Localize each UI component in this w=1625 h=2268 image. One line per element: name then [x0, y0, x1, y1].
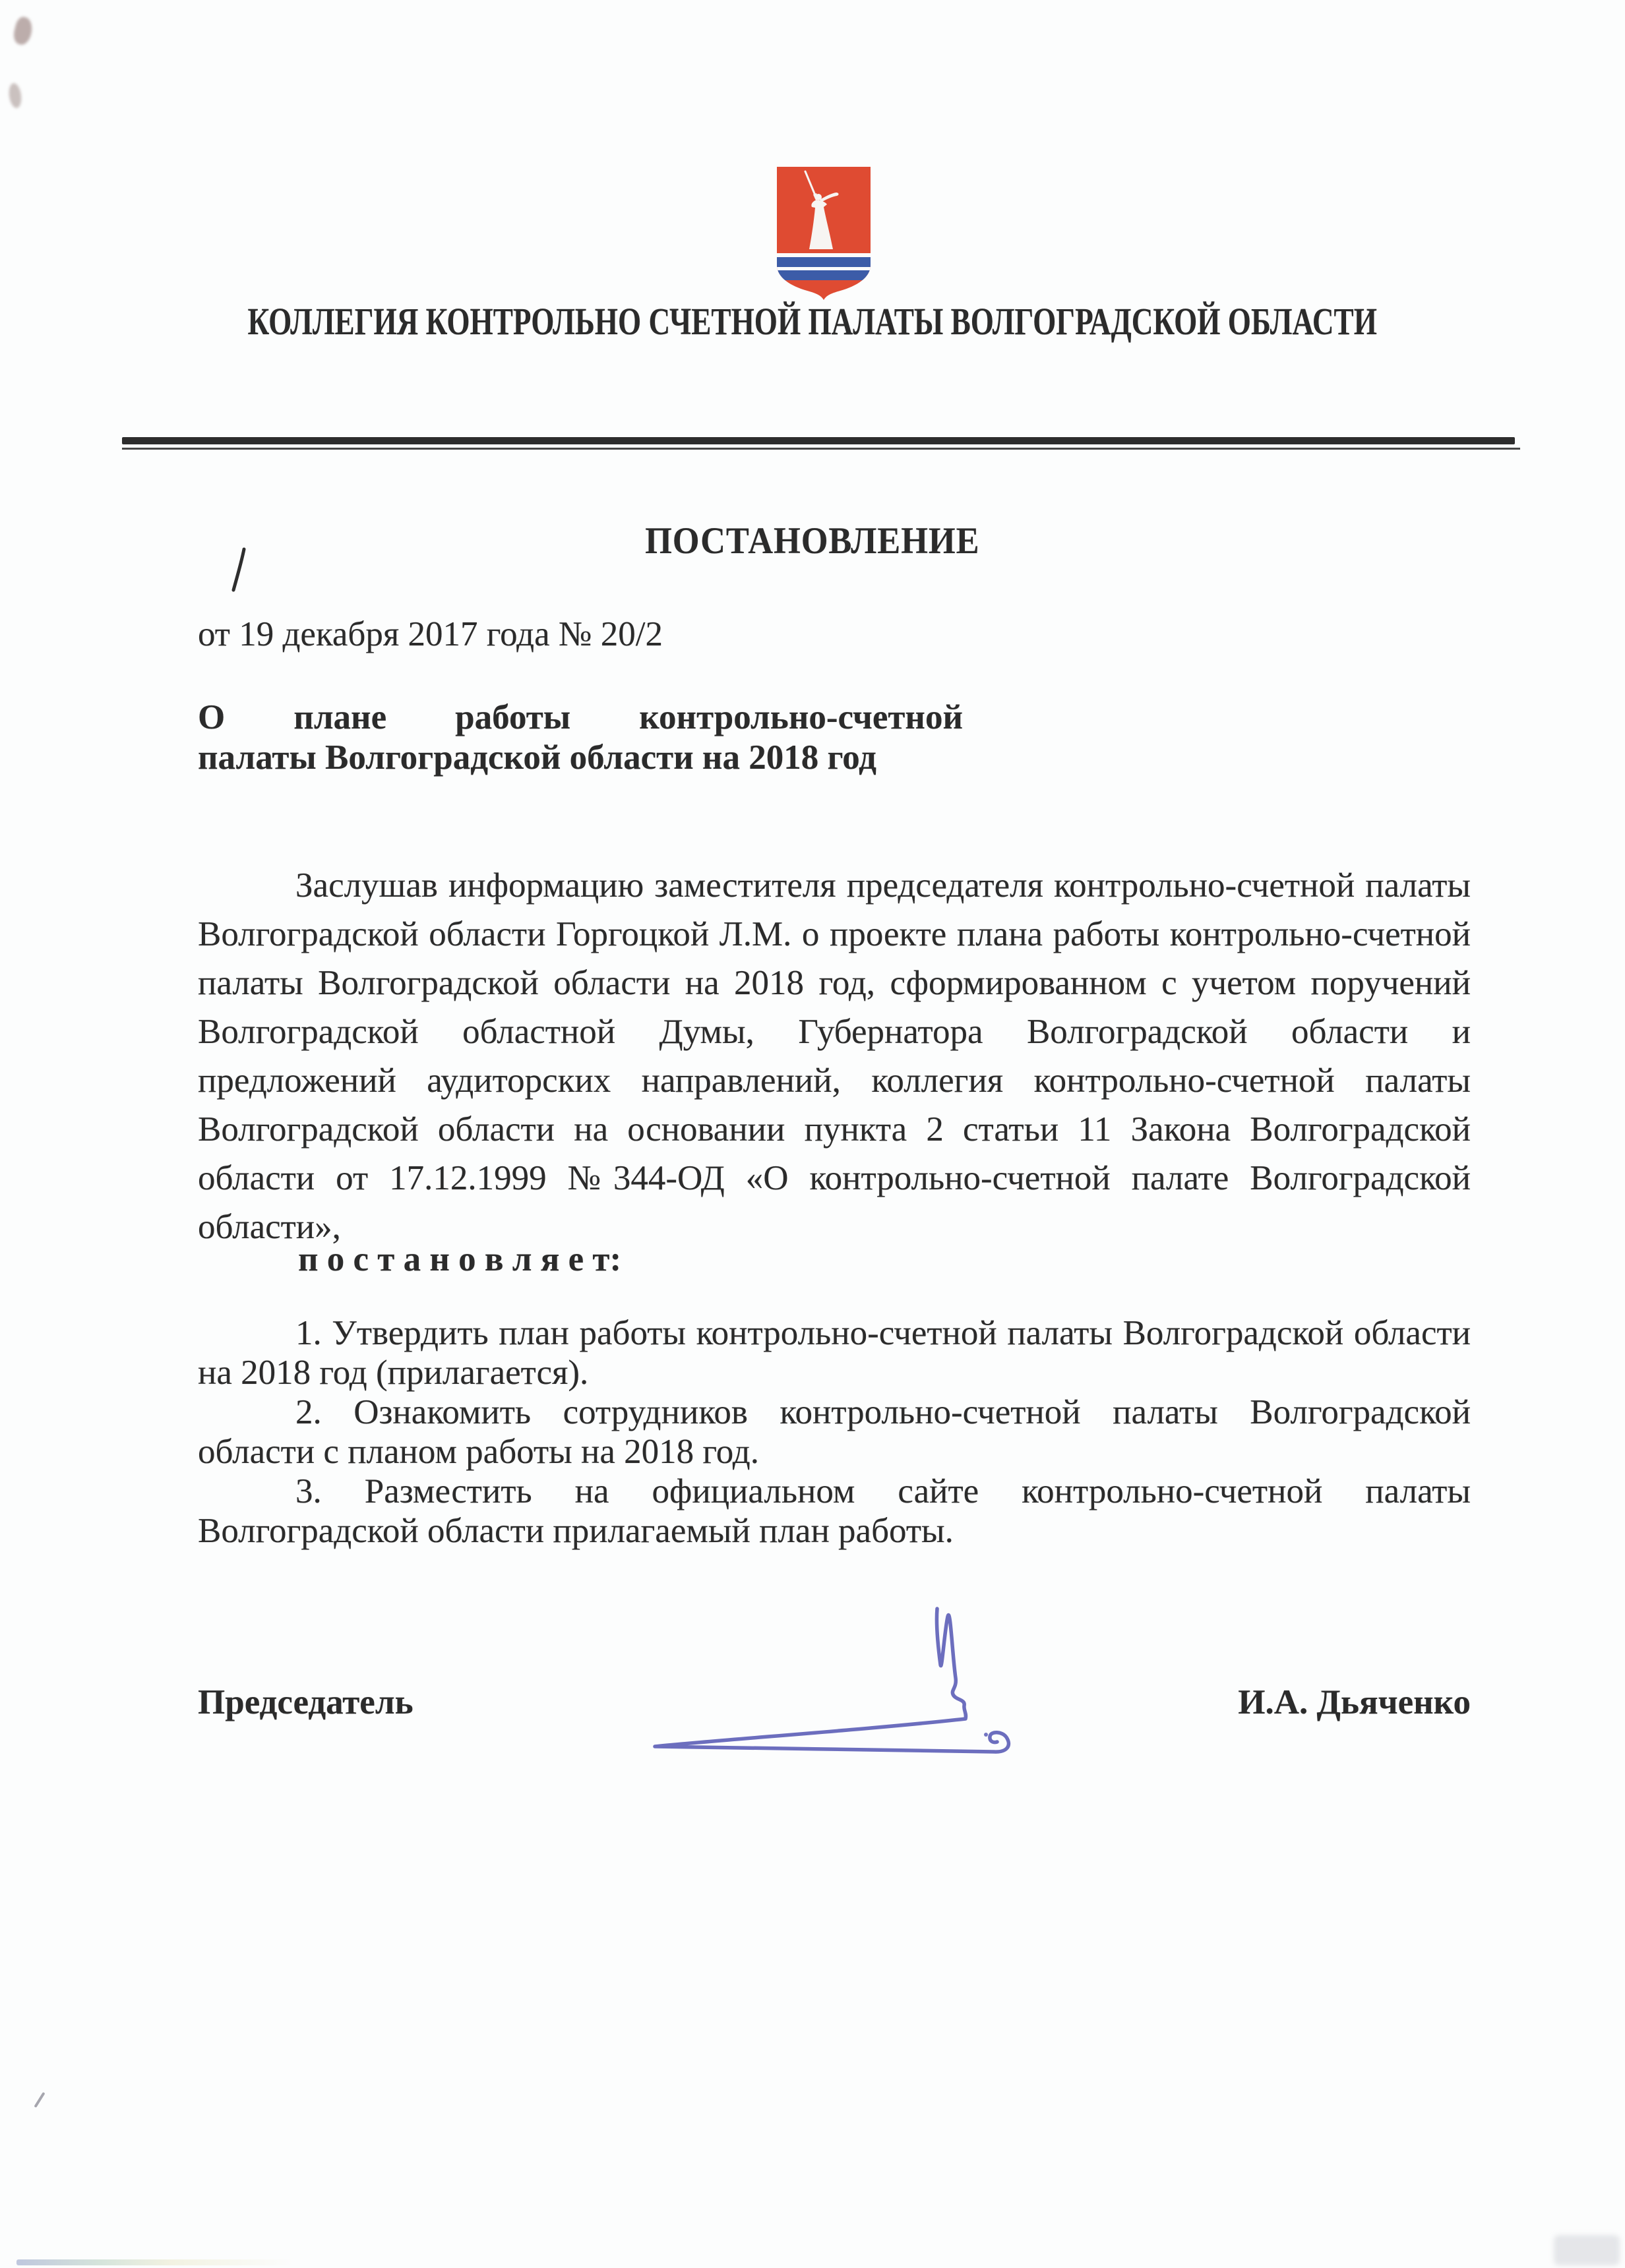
pen-tick-mark	[224, 544, 264, 597]
subject-line: О плане работы контрольно-счетной	[198, 698, 963, 736]
preamble-line: области от 17.12.1999 №344-ОД «О контрольно-счетной палате Волгоградской	[198, 1159, 1471, 1197]
signer-title: Председатель	[198, 1683, 414, 1721]
date-number-line: от 19 декабря 2017 года № 20/2	[198, 615, 663, 653]
subject-block	[198, 698, 963, 778]
item-line: области с планом работы на 2018 год.	[198, 1433, 759, 1471]
header-rule-thick	[122, 437, 1515, 444]
subject-line: палаты Волгоградской области на 2018 год	[198, 738, 876, 777]
scan-speck-top-left-2	[7, 82, 22, 109]
preamble-line: палаты Волгоградской области на 2018 год, сформированном с учетом поручений	[198, 964, 1471, 1002]
scan-speck-top-left-1	[11, 15, 34, 46]
preamble-line: Заслушав информацию заместителя председателя контрольно-счетной палаты	[295, 866, 1471, 905]
preamble-paragraph	[198, 861, 1471, 1251]
item-line: 3. Разместить на официальном сайте контрольно-счетной палаты	[295, 1472, 1471, 1510]
header-rule-thin	[122, 448, 1520, 450]
shield-stripes	[775, 253, 873, 280]
preamble-line: Волгоградской областной Думы, Губернатора Волгоградской области и	[198, 1013, 1471, 1051]
scan-edge-color-strip	[16, 2259, 293, 2265]
item-line: Волгоградской области прилагаемый план работы.	[198, 1512, 954, 1550]
resolves-line: п о с т а н о в л я е т:	[298, 1240, 622, 1278]
organization-name	[0, 302, 1625, 342]
item-line: на 2018 год (прилагается).	[198, 1354, 589, 1392]
preamble-line: Волгоградской области Горгоцкой Л.М. о проекте плана работы контрольно-счетной	[198, 915, 1471, 953]
signer-name: И.А. Дьяченко	[1238, 1683, 1471, 1721]
coat-of-arms-icon	[775, 165, 873, 302]
item-line: 1. Утвердить план работы контрольно-счетной палаты Волгоградской области	[295, 1314, 1471, 1352]
item-line: 2. Ознакомить сотрудников контрольно-счетной палаты Волгоградской	[295, 1393, 1471, 1431]
preamble-line: области»,	[198, 1208, 341, 1246]
document-title-text: ПОСТАНОВЛЕНИЕ	[645, 520, 980, 562]
scan-tick-bottom-left	[34, 2092, 45, 2108]
resolution-items	[198, 1313, 1471, 1551]
preamble-line: предложений аудиторских направлений, коллегия контрольно-счетной палаты	[198, 1061, 1471, 1100]
organization-name-text: КОЛЛЕГИЯ КОНТРОЛЬНО СЧЕТНОЙ ПАЛАТЫ ВОЛГОГРАДСКОЙ ОБЛАСТИ	[247, 300, 1378, 343]
handwritten-signature	[627, 1579, 1049, 1770]
scan-smudge-bottom-right	[1554, 2235, 1620, 2265]
preamble-line: Волгоградской области на основании пункта 2 статьи 11 Закона Волгоградской	[198, 1110, 1471, 1149]
